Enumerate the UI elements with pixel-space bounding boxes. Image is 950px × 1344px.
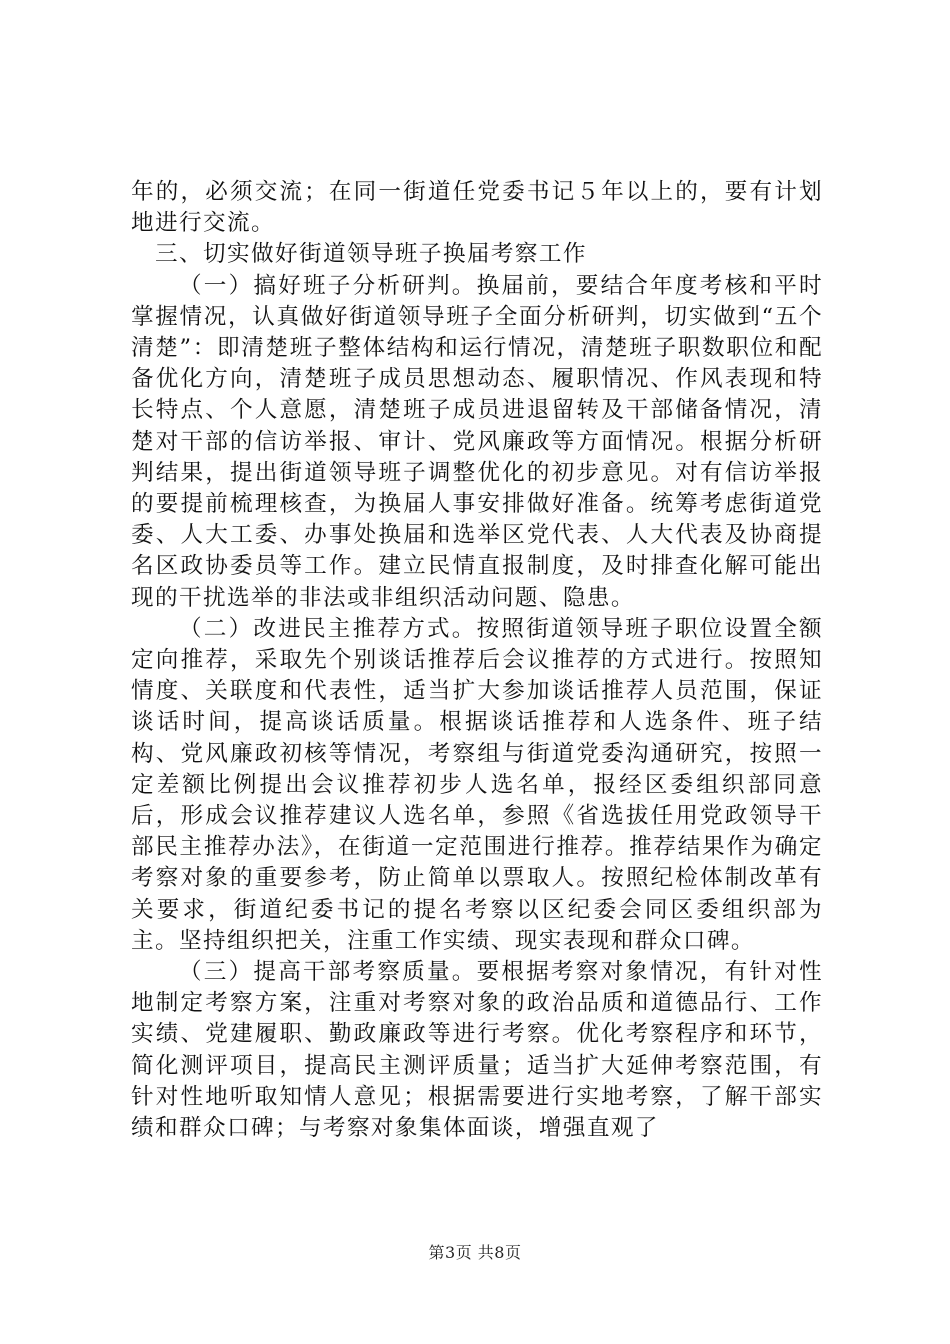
page-footer: 第3页 共8页 xyxy=(428,1243,522,1262)
paragraph-inspection: （三）提高干部考察质量。要根据考察对象情况，有针对性地制定考察方案，注重对考察对象的政治品质和道德品行、工作实绩、党建履职、勤政廉政等进行考察。优化考察程序和环节，简化测评项目，提高民主测评质量；适当扩大延伸考察范围，有针对性地听取知情人意见；根据需要进行实地考察，了解干部实绩和群众口碑；与考察对象集体面谈，增强直观了 xyxy=(131,959,823,1142)
document-body xyxy=(131,177,823,1144)
paragraph-continuation: 年的，必须交流；在同一街道任党委书记５年以上的，要有计划地进行交流。 xyxy=(131,179,823,237)
section-heading: 三、切实做好街道领导班子换届考察工作 xyxy=(155,241,587,268)
paragraph-recommendation: （二）改进民主推荐方式。按照街道领导班子职位设置全额定向推荐，采取先个别谈话推荐后会议推荐的方式进行。按照知情度、关联度和代表性，适当扩大参加谈话推荐人员范围，保证谈话时间，提高谈话质量。根据谈话推荐和人选条件、班子结构、党风廉政初核等情况，考察组与街道党委沟通研究，按照一定差额比例提出会议推荐初步人选名单，报经区委组织部同意后，形成会议推荐建议人选名单，参照《省选拔任用党政领导干部民主推荐办法》，在街道一定范围进行推荐。推荐结果作为确定考察对象的重要参考，防止简单以票取人。按照纪检体制改革有关要求，街道纪委书记的提名考察以区纪委会同区委组织部为主。坚持组织把关，注重工作实绩、现实表现和群众口碑。 xyxy=(131,615,823,954)
paragraph-analysis: （一）搞好班子分析研判。换届前，要结合年度考核和平时掌握情况，认真做好街道领导班子全面分析研判，切实做到“五个清楚”：即清楚班子整体结构和运行情况，清楚班子职数职位和配备优化方向，清楚班子成员思想动态、履职情况、作风表现和特长特点、个人意愿，清楚班子成员进退留转及干部储备情况，清楚对干部的信访举报、审计、党风廉政等方面情况。根据分析研判结果，提出街道领导班子调整优化的初步意见。对有信访举报的要提前梳理核查，为换届人事安排做好准备。统筹考虑街道党委、人大工委、办事处换届和选举区党代表、人大代表及协商提名区政协委员等工作。建立民情直报制度，及时排查化解可能出现的干扰选举的非法或非组织活动问题、隐患。 xyxy=(131,272,823,611)
